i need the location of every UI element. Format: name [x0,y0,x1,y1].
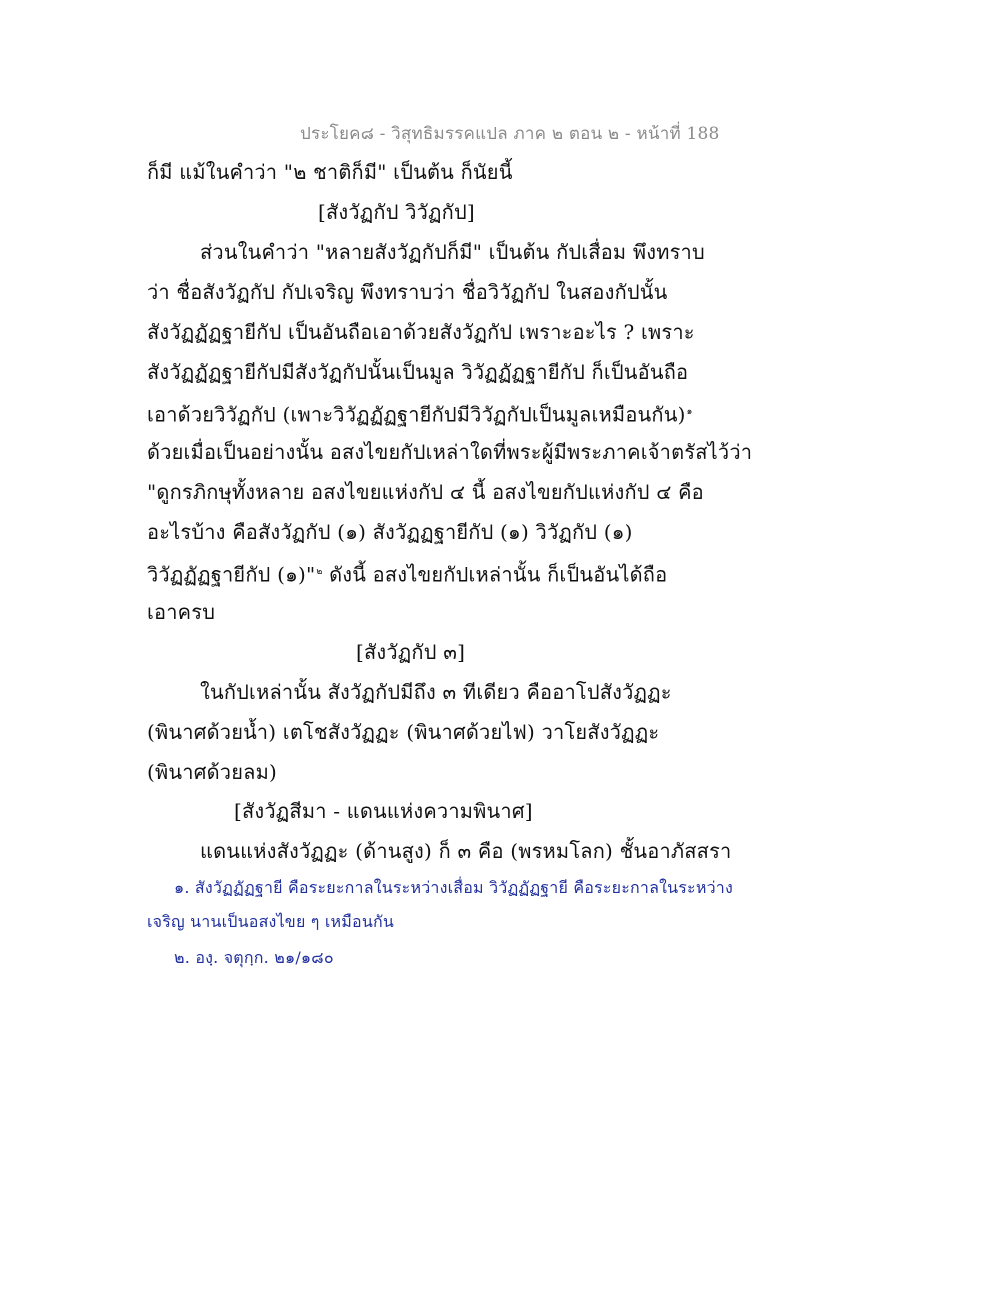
section-heading: [สังวัฏกัป วิวัฏกัป] [318,200,475,224]
section-heading: [สังวัฏสีมา - แดนแห่งความพินาศ] [234,799,533,823]
body-line: (พินาศด้วยน้ำ) เตโชสังวัฏฏะ (พินาศด้วยไฟ) วาโยสังวัฏฏะ [147,720,660,744]
body-line [147,558,667,589]
body-line: ว่า ชื่อสังวัฏกัป กัปเจริญ พึงทราบว่า ชื่อวิวัฏกัป ในสองกัปนั้น [147,280,668,304]
body-line: สังวัฏฏัฏฐายีกัปมีสังวัฏกัปนั้นเป็นมูล วิวัฏฏัฏฐายีกัป ก็เป็นอันถือ [147,360,689,384]
body-line: แดนแห่งสังวัฏฏะ (ด้านสูง) ก็ ๓ คือ (พรหมโลก) ชั้นอาภัสสรา [200,839,732,863]
body-line: "ดูกรภิกษุทั้งหลาย อสงไขยแห่งกัป ๔ นี้ อสงไขยกัปแห่งกัป ๔ คือ [147,480,704,504]
body-line: (พินาศด้วยลม) [147,760,277,784]
body-line: ในกัปเหล่านั้น สังวัฏกัปมีถึง ๓ ทีเดียว คืออาโปสังวัฏฏะ [200,680,672,704]
footnote-marker: ๒ [316,567,323,577]
footnote-1: ๑. สังวัฏฏัฏฐายี คือระยะกาลในระหว่างเสื่อม วิวัฏฏัฏฐายี คือระยะกาลในระหว่าง [174,878,733,897]
body-line [147,398,693,429]
body-line: อะไรบ้าง คือสังวัฏกัป (๑) สังวัฏฏฐายีกัป (๑) วิวัฏกัป (๑) [147,520,633,544]
footnote-1-continued: เจริญ นานเป็นอสงไขย ๆ เหมือนกัน [147,912,395,931]
body-text: ดังนี้ อสงไขยกัปเหล่านั้น ก็เป็นอันได้ถือ [322,562,668,587]
body-text: วิวัฏฏัฏฐายีกัป (๑)" [147,562,316,587]
body-line: สังวัฏฏัฏฐายีกัป เป็นอันถือเอาด้วยสังวัฏกัป เพราะอะไร ? เพราะ [147,320,695,344]
footnote-2: ๒. องฺ. จตุกฺก. ๒๑/๑๘๐ [174,948,334,967]
body-line: เอาครบ [147,600,216,624]
body-line: ส่วนในคำว่า "หลายสังวัฏกัปก็มี" เป็นต้น กัปเสื่อม พึงทราบ [200,240,705,264]
body-line: ก็มี แม้ในคำว่า "๒ ชาติก็มี" เป็นต้น ก็นัยนี้ [147,160,513,184]
running-head: ประโยค๘ - วิสุทธิมรรคแปล ภาค ๒ ตอน ๒ - หน้าที่ 188 [300,124,720,144]
body-text: เอาด้วยวิวัฏกัป (เพาะวิวัฏฏัฏฐายีกัปมีวิวัฏกัปเป็นมูลเหมือนกัน) [147,402,686,427]
footnote-marker: ๑ [686,407,693,417]
body-line: ด้วยเมื่อเป็นอย่างนั้น อสงไขยกัปเหล่าใดที่พระผู้มีพระภาคเจ้าตรัสไว้ว่า [147,440,753,464]
section-heading: [สังวัฏกัป ๓] [356,640,466,664]
